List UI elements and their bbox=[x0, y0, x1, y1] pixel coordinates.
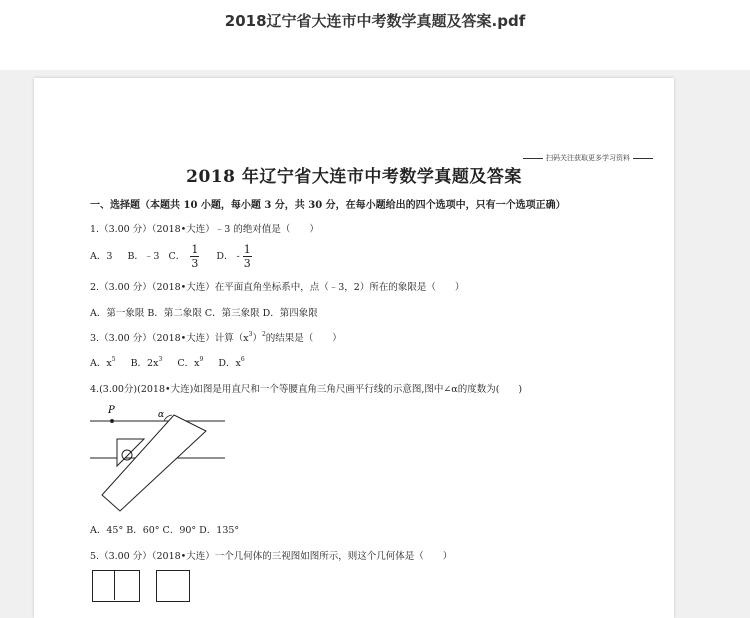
question-4-options: A．45° B．60° C．90° D．135° bbox=[90, 525, 240, 536]
file-title: 2018辽宁省大连市中考数学真题及答案.pdf bbox=[224, 12, 526, 30]
label-p: P bbox=[108, 405, 115, 416]
q1-option-c-label: C． bbox=[168, 251, 186, 262]
question-2-options: A．第一象限 B．第二象限 C．第三象限 D．第四象限 bbox=[90, 308, 318, 319]
q1-option-c-fraction: $\frac{1}{3}$ bbox=[191, 243, 199, 270]
q3-option-a: A．$x^5$ bbox=[90, 356, 116, 369]
question-1-stem: 1.（3.00 分）（2018•大连）﹣3 的绝对值是（ ） bbox=[90, 224, 319, 235]
document-page[interactable] bbox=[34, 78, 674, 618]
q1-option-d-label: D． bbox=[216, 251, 234, 262]
q3-option-d: D．$x^6$ bbox=[218, 356, 245, 369]
file-header bbox=[0, 0, 750, 70]
watermark-rule-right bbox=[633, 158, 653, 159]
document-title: 2018 年辽宁省大连市中考数学真题及答案 bbox=[186, 167, 522, 187]
watermark-rule-left bbox=[523, 158, 543, 159]
section-heading: 一、选择题（本题共 10 小题，每小题 3 分，共 30 分，在每小题给出的四个选项中，只有一个选项正确） bbox=[90, 200, 566, 211]
question-4-figure bbox=[90, 401, 230, 517]
point-p bbox=[110, 419, 114, 423]
q3-option-c: C．$x^9$ bbox=[177, 356, 204, 369]
q1-option-d-sign: - bbox=[236, 251, 240, 262]
question-1-options bbox=[90, 244, 254, 269]
q1-option-b: B．﹣3 bbox=[127, 251, 160, 262]
question-4-stem: 4.(3.00分)(2018•大连)如图是用直尺和一个等腰直角三角尺画平行线的示意图,图中∠α的度数为( ) bbox=[90, 384, 523, 395]
label-alpha: α bbox=[158, 410, 165, 420]
watermark-text: 扫码关注获取更多学习资料 bbox=[546, 154, 630, 162]
question-3-options bbox=[90, 355, 245, 369]
three-view-side bbox=[156, 570, 188, 600]
q1-option-a: A．3 bbox=[90, 251, 113, 262]
three-view-front bbox=[92, 570, 138, 600]
q3-option-b: B．$2x^3$ bbox=[130, 356, 163, 369]
question-3-stem: 3.（3.00 分）（2018•大连）计算$(x^3)^2$的结果是（ ） bbox=[90, 331, 342, 344]
question-2-stem: 2.（3.00 分）（2018•大连）在平面直角坐标系中，点（﹣3，2）所在的象限是（ ） bbox=[90, 282, 465, 293]
q1-option-d-fraction: $\frac{1}{3}$ bbox=[243, 243, 251, 270]
ruler-triangle-diagram bbox=[90, 401, 230, 513]
question-5-stem: 5.（3.00 分）（2018•大连）一个几何体的三视图如图所示，则这个几何体是（ ） bbox=[90, 551, 453, 562]
